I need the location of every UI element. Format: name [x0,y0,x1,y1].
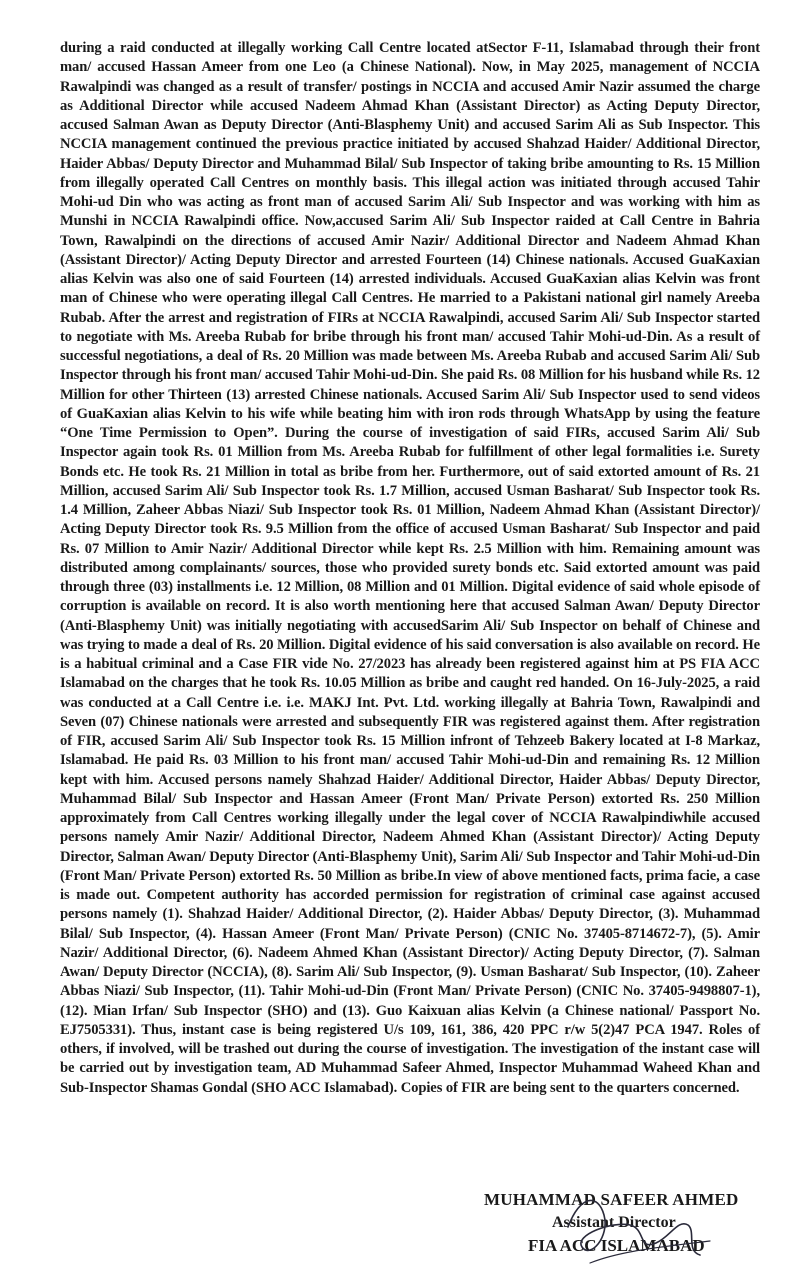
body-paragraph: during a raid conducted at illegally working Call Centre located atSector F-11, Islamabad through their front man/ accused Hassan Ameer from one Leo (a Chinese National). Now, in May 2025, management of NCCIA Rawalpindi was changed as a result of transfer/ postings in NCCIA and accused Amir Nazir assumed the charge as Additional Director while accused Nadeem Ahmad Khan (Assistant Director) as Acting Deputy Director, accused Salman Awan as Deputy Director (Anti-Blasphemy Unit) and accused Sarim Ali as Sub Inspector. This NCCIA management continued the previous practice initiated by accused Shahzad Haider/ Additional Director, Haider Abbas/ Deputy Director and Muhammad Bilal/ Sub Inspector of taking bribe amounting to Rs. 15 Million from illegally operated Call Centres on monthly basis. This illegal action was initiated through accused Tahir Mohi-ud Din who was acting as front man of accused Sarim Ali/ Sub Inspector and was working with him as Munshi in NCCIA Rawalpindi office. Now,accused Sarim Ali/ Sub Inspector raided at Call Centre in Bahria Town, Rawalpindi on the directions of accused Amir Nazir/ Additional Director and Nadeem Ahmad Khan (Assistant Director)/ Acting Deputy Director and arrested Fourteen (14) Chinese nationals. Accused GuaKaxian alias Kelvin was also one of said Fourteen (14) arrested individuals. Accused GuaKaxian alias Kelvin was front man of Chinese who were operating illegal Call Centres. He married to a Pakistani national girl namely Areeba Rubab. After the arrest and registration of FIRs at NCCIA Rawalpindi, accused Sarim Ali/ Sub Inspector started to negotiate with Ms. Areeba Rubab for bribe through his front man/ accused Tahir Mohi-ud-Din. As a result of successful negotiations, a deal of Rs. 20 Million was made between Ms. Areeba Rubab and accused Sarim Ali/ Sub Inspector through his front man/ accused Tahir Mohi-ud-Din. She paid Rs. 08 Million for his husband while Rs. 12 Million for other Thirteen (13) arrested Chinese nationals. Accused Sarim Ali/ Sub Inspector used to send videos of GuaKaxian alias Kelvin to his wife while beating him with iron rods through WhatsApp by using the feature “One Time Permission to Open”. During the course of investigation of said FIRs, accused Sarim Ali/ Sub Inspector again took Rs. 01 Million from Ms. Areeba Rubab for fulfillment of other legal formalities i.e. Surety Bonds etc. He took Rs. 21 Million in total as bribe from her. Furthermore, out of said extorted amount of Rs. 21 Million, accused Sarim Ali/ Sub Inspector took Rs. 1.7 Million, accused Usman Basharat/ Sub Inspector took Rs. 1.4 Million, Zaheer Abbas Niazi/ Sub Inspector took Rs. 01 Million, Nadeem Ahmad Khan (Assistant Director)/ Acting Deputy Director took Rs. 9.5 Million from the office of accused Usman Basharat/ Sub Inspector and paid Rs. 07 Million to Amir Nazir/ Additional Director while kept Rs. 2.5 Million with him. Remaining amount was distributed among complainants/ sources, those who provided surety bonds etc. Said extorted amount was paid through three (03) installments i.e. 12 Million, 08 Million and 01 Million. Digital evidence of said whole episode of corruption is available on record. It is also worth mentioning here that accused Salman Awan/ Deputy Director (Anti-Blasphemy Unit) was initially negotiating with accusedSarim Ali/ Sub Inspector on behalf of Chinese and was trying to made a deal of Rs. 20 Million. Digital evidence of his said conversation is also available on record. He is a habitual criminal and a Case FIR vide No. 27/2023 has already been registered against him at PS FIA ACC Islamabad on the charges that he took Rs. 10.05 Million as bribe and caught red handed. On 16-July-2025, a raid was conducted at a Call Centre i.e. i.e. MAKJ Int. Pvt. Ltd. working illegally at Bahria Town, Rawalpindi and Seven (07) Chinese nationals were arrested and subsequently FIR was registered against them. After registration of FIR, accused Sarim Ali/ Sub Inspector took Rs. 15 Million infront of Tehzeeb Bakery located at I-8 Markaz, Islamabad. He paid Rs. 03 Million to his front man/ accused Tahir Mohi-ud-Din and remaining Rs. 12 Million kept with him. Accused persons namely Shahzad Haider/ Additional Director, Haider Abbas/ Deputy Director, Muhammad Bilal/ Sub Inspector and Hassan Ameer (Front Man/ Private Person) extorted Rs. 250 Million approximately from Call Centres working illegally under the legal cover of NCCIA Rawalpindiwhile accused persons namely Amir Nazir/ Additional Director, Nadeem Ahmed Khan (Assistant Director)/ Acting Deputy Director, Salman Awan/ Deputy Director (Anti-Blasphemy Unit), Sarim Ali/ Sub Inspector and Tahir Mohi-ud-Din (Front Man/ Private Person) extorted Rs. 50 Million as bribe.In view of above mentioned facts, prima facie, a case is made out. Competent authority has accorded permission for registration of criminal case against accused persons namely (1). Shahzad Haider/ Additional Director, (2). Haider Abbas/ Deputy Director, (3). Muhammad Bilal/ Sub Inspector, (4). Hassan Ameer (Front Man/ Private Person) (CNIC No. 37405-8714672-7), (5). Amir Nazir/ Additional Director, (6). Nadeem Ahmed Khan (Assistant Director)/ Acting Deputy Director, (7). Salman Awan/ Deputy Director (NCCIA), (8). Sarim Ali/ Sub Inspector, (9). Usman Basharat/ Sub Inspector, (10). Zaheer Abbas Niazi/ Sub Inspector, (11). Tahir Mohi-ud-Din (Front Man/ Private Person) (CNIC No. 37405-9498807-1), (12). Mian Irfan/ Sub Inspector (SHO) and (13). Guo Kaixuan alias Kelvin (a Chinese national/ Passport No. EJ7505331). Thus, instant case is being registered U/s 109, 161, 386, 420 PPC r/w 5(2)47 PCA 1947. Roles of others, if involved, will be trashed out during the course of investigation. The investigation of the instant case will be carried out by investigation team, AD Muhammad Safeer Ahmed, Inspector Muhammad Waheed Khan and Sub-Inspector Shamas Gondal (SHO ACC Islamabad). Copies of FIR are being sent to the quarters concerned. [60,40,760,1096]
signatory-office: FIA ACC ISLAMABAD [528,1236,705,1255]
handwritten-signature [560,1185,720,1275]
document-body [60,39,760,1098]
signatory-title: Assistant Director [552,1214,676,1231]
signatory-name: MUHAMMAD SAFEER AHMED [484,1190,739,1209]
